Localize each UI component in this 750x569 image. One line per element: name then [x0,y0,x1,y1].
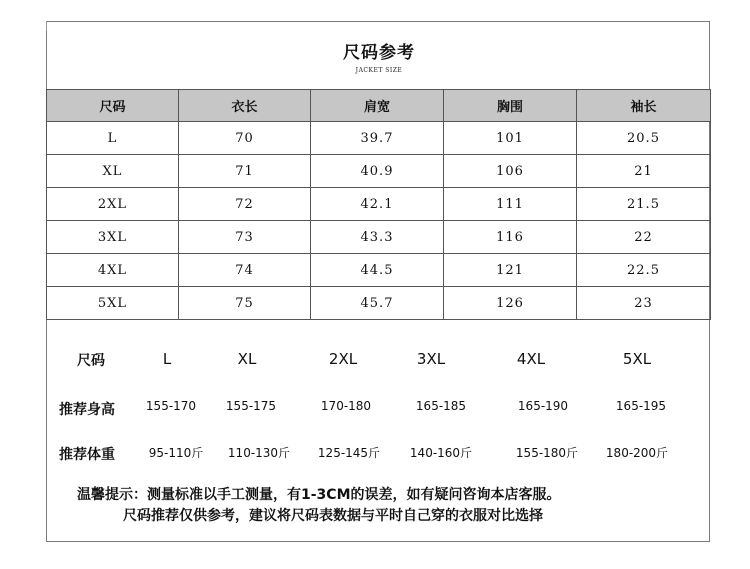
size-chart-frame [46,21,710,542]
table-cell: 45.7 [311,287,444,320]
column-header-sleeve: 袖长 [577,90,711,122]
table-cell: 126 [444,287,577,320]
column-header-chest: 胸围 [444,90,577,122]
recommend-size: 4XL [516,350,546,368]
recommend-size: 5XL [622,350,652,368]
table-cell: 2XL [47,188,179,221]
column-header-size: 尺码 [47,90,179,122]
table-cell: 20.5 [577,122,711,155]
table-cell: 101 [444,122,577,155]
table-cell: 4XL [47,254,179,287]
recommend-size: 3XL [416,350,446,368]
table-cell: 3XL [47,221,179,254]
tip-note-line-2: 尺码推荐仅供参考，建议将尺码表数据与平时自己穿的衣服对比选择 [123,508,543,524]
table-cell: L [47,122,179,155]
table-cell: 42.1 [311,188,444,221]
table-cell: 21 [577,155,711,188]
table-cell: 44.5 [311,254,444,287]
recommend-size: XL [237,350,257,368]
recommend-weight-label: 推荐体重 [59,447,115,463]
recommend-size: L [162,350,172,368]
recommend-height: 155-170 [145,399,197,413]
table-cell: 22.5 [577,254,711,287]
recommend-size-label: 尺码 [77,353,105,369]
table-cell: 22 [577,221,711,254]
recommend-height-label: 推荐身高 [59,402,115,418]
recommend-height: 165-195 [615,399,667,413]
recommendation-section [47,22,711,543]
table-cell: XL [47,155,179,188]
recommend-weight-row [47,444,711,464]
table-cell: 111 [444,188,577,221]
recommend-weight: 180-200斤 [605,446,669,460]
table-cell: 106 [444,155,577,188]
table-cell: 39.7 [311,122,444,155]
recommend-weight: 110-130斤 [227,446,291,460]
recommend-height: 155-175 [225,399,277,413]
recommend-weight: 155-180斤 [515,446,579,460]
table-cell: 23 [577,287,711,320]
table-cell: 5XL [47,287,179,320]
table-cell: 74 [179,254,311,287]
chart-subtitle: JACKET SIZE [355,67,403,74]
recommend-height: 165-190 [517,399,569,413]
tip-note-line-1: 温馨提示：测量标准以手工测量，有1-3CM的误差，如有疑问咨询本店客服。 [77,487,561,503]
column-header-shoulder: 肩宽 [311,90,444,122]
table-cell: 71 [179,155,311,188]
column-header-length: 衣长 [179,90,311,122]
recommend-height: 170-180 [320,399,372,413]
table-cell: 121 [444,254,577,287]
table-cell: 21.5 [577,188,711,221]
table-cell: 75 [179,287,311,320]
recommend-weight: 95-110斤 [148,446,204,460]
recommend-weight: 125-145斤 [317,446,381,460]
table-cell: 43.3 [311,221,444,254]
recommend-height: 165-185 [415,399,467,413]
table-cell: 72 [179,188,311,221]
table-cell: 70 [179,122,311,155]
recommend-height-row [47,399,711,419]
table-cell: 40.9 [311,155,444,188]
recommend-size-row [47,350,711,370]
table-cell: 73 [179,221,311,254]
chart-title: 尺码参考 [343,43,415,63]
recommend-size: 2XL [328,350,358,368]
table-cell: 116 [444,221,577,254]
recommend-weight: 140-160斤 [409,446,473,460]
